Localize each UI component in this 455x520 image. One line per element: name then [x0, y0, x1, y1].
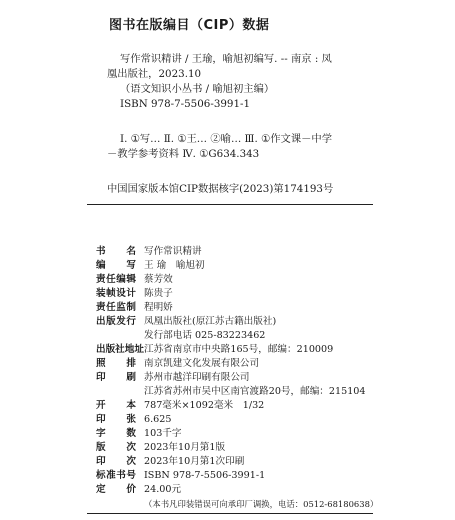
- info-value: 陈贵子: [144, 288, 173, 299]
- cip-record-line: 写作常识精讲 / 王瑜，喻旭初编写. -- 南京 : 凤: [120, 53, 332, 65]
- info-label: 责任监制: [96, 302, 136, 313]
- info-label: 书名: [96, 246, 136, 257]
- info-value: 蔡芳效: [144, 274, 173, 285]
- info-value: 南京凯建文化发展有限公司: [144, 358, 260, 369]
- info-value: 程明娇: [144, 302, 173, 313]
- info-publisher-phone: 发行部电话 025-83223462: [144, 330, 266, 341]
- info-value: 写作常识精讲: [144, 246, 202, 257]
- info-label: 开本: [96, 400, 136, 411]
- bottom-rule: [87, 513, 373, 514]
- info-value: 王 瑜 喻旭初: [144, 260, 205, 271]
- cip-isbn-line: ISBN 978-7-5506-3991-1: [120, 98, 251, 110]
- info-value: 苏州市越洋印刷有限公司: [144, 372, 250, 383]
- info-label: 印次: [96, 456, 136, 467]
- info-value: 103千字: [144, 428, 182, 439]
- info-label: 责任编辑: [96, 274, 136, 285]
- info-value: 6.625: [144, 414, 172, 425]
- cip-record-line: 凰出版社，2023.10: [107, 68, 202, 80]
- info-value: 787毫米×1092毫米 1/32: [144, 400, 265, 411]
- info-label: 出版社地址: [96, 344, 144, 355]
- info-label: 出版发行: [96, 316, 136, 327]
- info-value: 2023年10月第1版: [144, 442, 226, 453]
- info-value: ISBN 978-7-5506-3991-1: [144, 470, 266, 481]
- info-label: 印刷: [96, 372, 136, 383]
- cip-title: 图书在版编目（CIP）数据: [109, 18, 270, 33]
- cip-number: 中国国家版本馆CIP数据核字(2023)第174193号: [107, 183, 334, 195]
- replacement-note: （本书凡印装错误可向承印厂调换，电话：0512-68180638）: [144, 499, 379, 509]
- info-label: 定价: [96, 484, 136, 495]
- info-printer-address: 江苏省苏州市吴中区南官渡路20号，邮编：215104: [144, 386, 366, 397]
- info-label: 标准书号: [96, 470, 136, 481]
- info-label: 编写: [96, 260, 136, 271]
- cip-classification-line: －教学参考资料 Ⅳ. ①G634.343: [107, 148, 260, 160]
- cip-classification-line: Ⅰ. ①写… Ⅱ. ①王… ②喻… Ⅲ. ①作文课－中学: [120, 133, 333, 145]
- info-label: 版次: [96, 442, 136, 453]
- info-label: 装帧设计: [96, 288, 136, 299]
- info-value: 2023年10月第1次印刷: [144, 456, 245, 467]
- top-rule: [87, 204, 373, 205]
- info-value: 凤凰出版社(原江苏古籍出版社): [144, 316, 277, 327]
- info-label: 照排: [96, 358, 136, 369]
- cip-record-line: （语文知识小丛书 / 喻旭初主编）: [120, 83, 275, 95]
- info-value: 24.00元: [144, 484, 182, 495]
- info-label: 印张: [96, 414, 136, 425]
- info-label: 字数: [96, 428, 136, 439]
- info-value: 江苏省南京市中央路165号，邮编：210009: [144, 344, 334, 355]
